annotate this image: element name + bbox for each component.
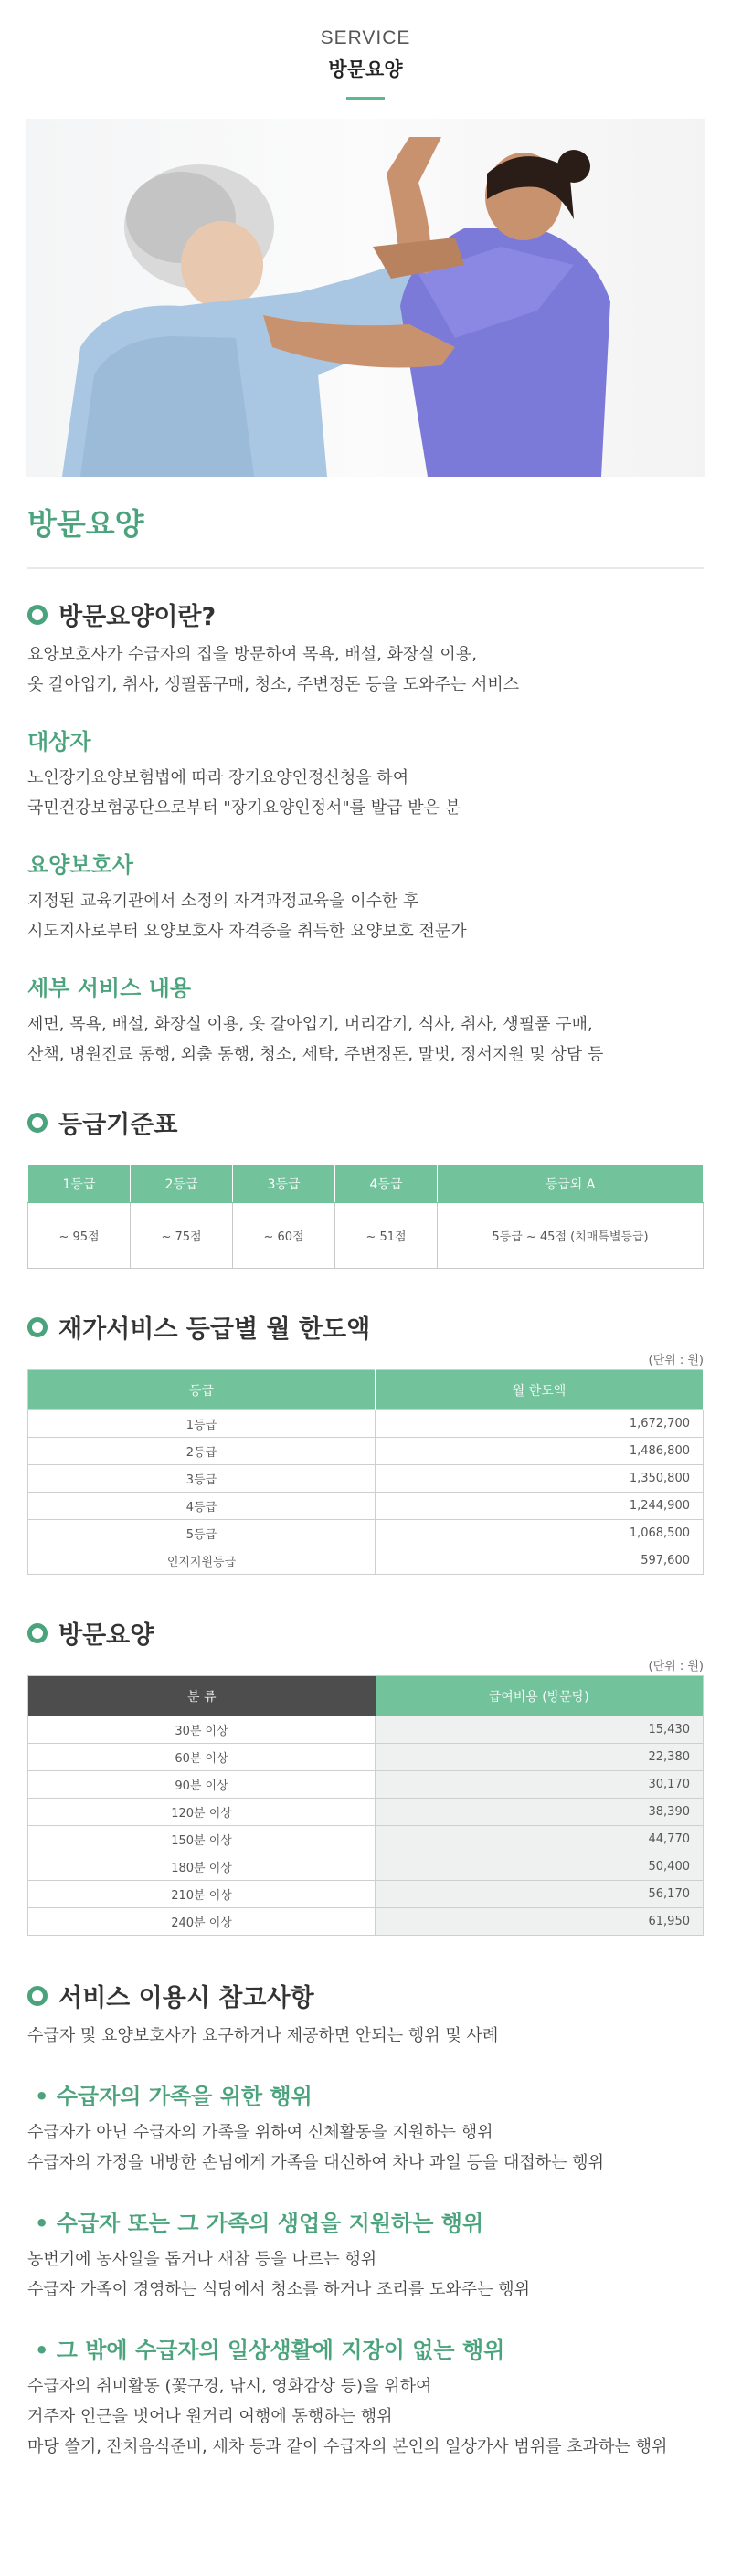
circle-bullet-icon	[27, 1317, 48, 1337]
table-cell-label: 210분 이상	[28, 1881, 376, 1908]
note-item-title: • 그 밖에 수급자의 일상생활에 지장이 없는 행위	[35, 2338, 505, 2363]
table-row	[28, 1853, 704, 1881]
subsection-title: 대상자	[27, 729, 91, 755]
table-cell-amount: 1,350,800	[376, 1465, 704, 1493]
page-header	[0, 0, 731, 100]
table-row	[28, 1493, 704, 1520]
table-row	[28, 1799, 704, 1826]
section-notes	[27, 1978, 704, 2462]
circle-bullet-icon	[27, 1113, 48, 1133]
text-line: 수급자의 가정을 내방한 손님에게 가족을 대신하여 차나 과일 등을 대접하는 행위	[27, 2153, 605, 2172]
table-cell-label: 180분 이상	[28, 1853, 376, 1881]
table-cell-label: 4등급	[28, 1493, 376, 1520]
note-item-title: • 수급자 또는 그 가족의 생업을 지원하는 행위	[35, 2211, 484, 2236]
text-line: 수급자의 취미활동 (꽃구경, 낚시, 영화감상 등)을 위하여	[27, 2377, 432, 2396]
section-grades	[27, 1104, 704, 1269]
table-row	[28, 1826, 704, 1853]
table-cell-amount: 56,170	[376, 1881, 704, 1908]
table-cell-label: 120분 이상	[28, 1799, 376, 1826]
table-cell: ~ 60점	[233, 1203, 335, 1269]
unit-label: (단위 : 원)	[648, 1660, 704, 1673]
table-body	[28, 1410, 704, 1575]
table-row	[28, 1520, 704, 1547]
table-cell-label: 1등급	[28, 1410, 376, 1438]
table-cell-label: 150분 이상	[28, 1826, 376, 1853]
table-cell-amount: 30,170	[376, 1771, 704, 1799]
visit-fee-table	[27, 1675, 704, 1936]
note-item-text	[27, 2244, 704, 2305]
table-cell-amount: 50,400	[376, 1853, 704, 1881]
section-heading	[27, 596, 704, 632]
table-cell-label: 5등급	[28, 1520, 376, 1547]
note-item-title: • 수급자의 가족을 위한 행위	[35, 2084, 313, 2109]
description-text	[27, 639, 704, 700]
table-header-cell: 분 류	[28, 1676, 376, 1716]
table-cell-label: 30분 이상	[28, 1716, 376, 1744]
table-cell: ~ 51점	[335, 1203, 438, 1269]
section-heading	[27, 1978, 704, 2013]
section-title: 재가서비스 등급별 월 한도액	[58, 1315, 371, 1344]
table-row	[28, 1203, 704, 1269]
text-line: 요양보호사가 수급자의 집을 방문하여 목욕, 배설, 화장실 이용,	[27, 645, 477, 664]
table-header-cell: 등급외 A	[438, 1165, 704, 1203]
table-cell-amount: 15,430	[376, 1716, 704, 1744]
note-item-text	[27, 2371, 704, 2462]
section-title: 방문요양이란?	[58, 603, 217, 631]
table-cell-amount: 44,770	[376, 1826, 704, 1853]
circle-bullet-icon	[27, 1623, 48, 1643]
notes-intro: 수급자 및 요양보호사가 요구하거나 제공하면 안되는 행위 및 사례	[27, 2026, 499, 2045]
table-header-cell: 등급	[28, 1370, 376, 1410]
table-row	[28, 1716, 704, 1744]
table-cell-label: 3등급	[28, 1465, 376, 1493]
table-header-cell: 4등급	[335, 1165, 438, 1203]
subsection-title: 세부 서비스 내용	[27, 976, 191, 1001]
table-header-row	[28, 1370, 704, 1410]
table-header-cell: 월 한도액	[376, 1370, 704, 1410]
text-line: 산책, 병원진료 동행, 외출 동행, 청소, 세탁, 주변정돈, 말벗, 정서지원 및 상담 등	[27, 1045, 604, 1064]
text-line: 농번기에 농사일을 돕거나 새참 등을 나르는 행위	[27, 2250, 377, 2269]
header-kor-title: 방문요양	[328, 58, 403, 80]
monthly-limit-table	[27, 1369, 704, 1575]
text-line: 지정된 교육기관에서 소정의 자격과정교육을 이수한 후	[27, 892, 419, 911]
table-cell-amount: 38,390	[376, 1799, 704, 1826]
hero-image	[26, 119, 705, 477]
section-title: 등급기준표	[58, 1111, 178, 1139]
section-visit-fees	[27, 1615, 704, 1936]
text-line: 세면, 목욕, 배설, 화장실 이용, 옷 갈아입기, 머리감기, 식사, 취사, 생필품 구매,	[27, 1015, 593, 1034]
table-cell-label: 240분 이상	[28, 1908, 376, 1936]
section-title: 서비스 이용시 참고사항	[58, 1984, 314, 2012]
table-cell: ~ 95점	[28, 1203, 131, 1269]
subsection-text	[27, 1009, 704, 1070]
table-cell-amount: 1,486,800	[376, 1438, 704, 1465]
table-cell-amount: 61,950	[376, 1908, 704, 1936]
section-title: 방문요양	[58, 1621, 154, 1650]
table-cell-label: 2등급	[28, 1438, 376, 1465]
table-cell-label: 60분 이상	[28, 1744, 376, 1771]
table-row	[28, 1881, 704, 1908]
caregiver-photo-icon	[26, 119, 705, 477]
section-heading	[27, 1104, 704, 1140]
table-row	[28, 1438, 704, 1465]
text-line: 수급자 가족이 경영하는 식당에서 청소를 하거나 조리를 도와주는 행위	[27, 2280, 531, 2299]
section-heading	[27, 1309, 704, 1345]
table-row	[28, 1410, 704, 1438]
circle-bullet-icon	[27, 1986, 48, 2006]
subsection-text	[27, 886, 704, 946]
table-row	[28, 1744, 704, 1771]
table-cell-amount: 22,380	[376, 1744, 704, 1771]
text-line: 국민건강보험공단으로부터 "장기요양인정서"를 발급 받은 분	[27, 798, 461, 818]
table-body	[28, 1716, 704, 1936]
table-header-row	[28, 1165, 704, 1203]
circle-bullet-icon	[27, 605, 48, 625]
text-line: 거주자 인근을 벗어나 원거리 여행에 동행하는 행위	[27, 2407, 393, 2426]
section-monthly-limits	[27, 1309, 704, 1575]
page-title: 방문요양	[27, 501, 704, 569]
text-line: 노인장기요양보험법에 따라 장기요양인정신청을 하여	[27, 768, 409, 787]
subsection-text	[27, 763, 704, 823]
section-what-is	[27, 596, 704, 1070]
table-cell: ~ 75점	[131, 1203, 233, 1269]
table-header-row	[28, 1676, 704, 1716]
table-header-cell: 1등급	[28, 1165, 131, 1203]
table-cell-amount: 1,672,700	[376, 1410, 704, 1438]
table-cell-label: 인지지원등급	[28, 1547, 376, 1575]
text-line: 옷 갈아입기, 취사, 생필품구매, 청소, 주변정돈 등을 도와주는 서비스	[27, 675, 520, 694]
table-cell-label: 90분 이상	[28, 1771, 376, 1799]
section-heading	[27, 1615, 704, 1651]
grade-table	[27, 1164, 704, 1269]
text-line: 시도지사로부터 요양보호사 자격증을 취득한 요양보호 전문가	[27, 922, 467, 941]
subsection-title: 요양보호사	[27, 852, 133, 878]
table-row	[28, 1465, 704, 1493]
table-header-cell: 2등급	[131, 1165, 233, 1203]
table-cell-amount: 1,244,900	[376, 1493, 704, 1520]
header-eng-title: SERVICE	[320, 27, 411, 48]
text-line: 수급자가 아닌 수급자의 가족을 위하여 신체활동을 지원하는 행위	[27, 2123, 493, 2142]
text-line: 마당 쓸기, 잔치음식준비, 세차 등과 같이 수급자의 본인의 일상가사 범위를 초과하는 행위	[27, 2437, 668, 2456]
table-cell-amount: 1,068,500	[376, 1520, 704, 1547]
table-header-cell: 급여비용 (방문당)	[376, 1676, 704, 1716]
table-header-cell: 3등급	[233, 1165, 335, 1203]
note-item-text	[27, 2117, 704, 2178]
table-cell-amount: 597,600	[376, 1547, 704, 1575]
unit-label: (단위 : 원)	[648, 1354, 704, 1367]
table-row	[28, 1547, 704, 1575]
table-row	[28, 1908, 704, 1936]
table-row	[28, 1771, 704, 1799]
table-cell: 5등급 ~ 45점 (치매특별등급)	[438, 1203, 704, 1269]
